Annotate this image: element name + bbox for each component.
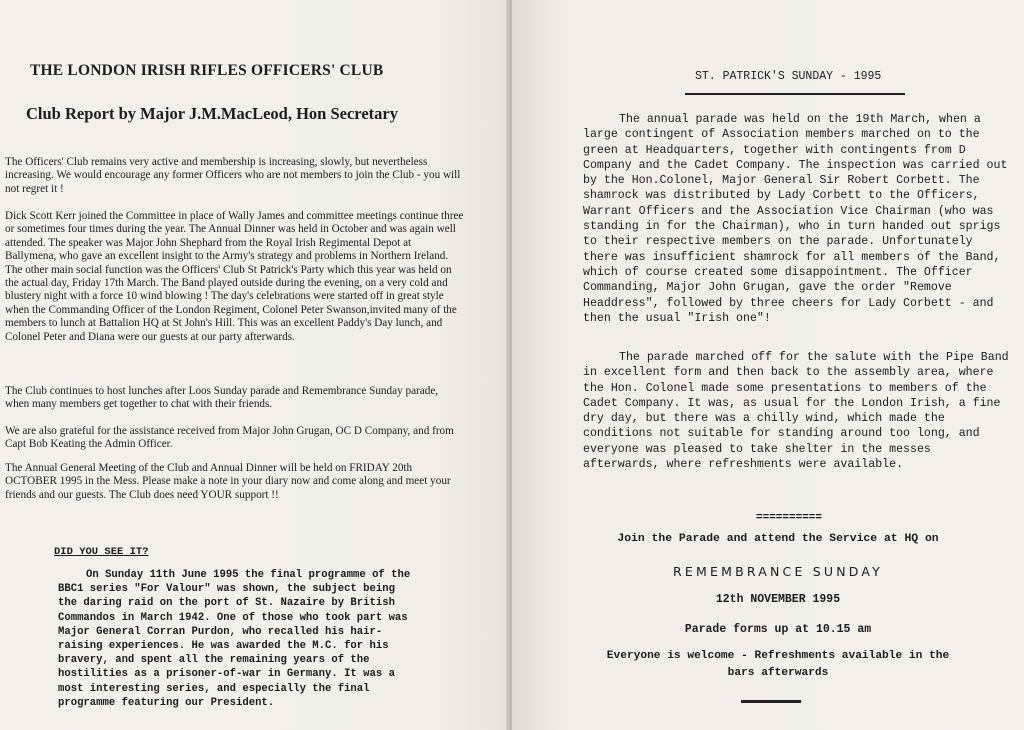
club-title: THE LONDON IRISH RIFLES OFFICERS' CLUB <box>30 62 384 79</box>
club-paragraph: Dick Scott Kerr joined the Committee in place of Wally James and committee meetings continue three or sometimes four times during the year. The Annual Dinner was held in October and was again well attended. The speaker was Major John Shephard from the Royal Irish Regimental Depot at Ballymena, who gave an excellent insight to the Army's strategy and problems in Northern Ireland. The other main social function was the Officers' Club St Patrick's Party which this year was held on the actual day, Friday 17th March. The Band played outside during the evening, on a very cold and blustery night with a force 10 wind blowing ! The day's celebrations were started off in great style when the Commanding Officer of the London Regiment, Colonel Peter Swanson,invited many of the members to lunch at Battalion HQ at St John's Hill. This was an excellent Paddy's Day lunch, and Colonel Peter and Diana were our guests at our party afterwards. <box>5 210 464 343</box>
parade-time: Parade forms up at 10.15 am <box>684 623 872 636</box>
right-page <box>512 0 1024 730</box>
parade-paragraph: The annual parade was held on the 19th March, when a large contingent of Association members marched on to the green at Headquarters, together with contingents from D Company and the Cadet Company. The inspection was carried out by the Hon.Colonel, Major General Sir Robert Corbett. The shamrock was distributed by Lady Corbett to the Officers, Warrant Officers and the Association Vice Chairman (who was standing in for the Chairman), who in turn handed out sprigs to their respective members on the parade. Unfortunately there was insufficient shamrock for all members of the Band, which of course created some disappointment. The Officer Commanding, Major John Grugan, gave the order "Remove Headdress", followed by three cheers for Lady Corbett - and then the usual "Irish one"! <box>583 113 1008 325</box>
remembrance-sunday-title: REMEMBRANCE SUNDAY <box>673 564 883 579</box>
heading-underline <box>685 93 905 95</box>
bottom-rule <box>741 700 801 703</box>
st-patricks-heading: ST. PATRICK'S SUNDAY - 1995 <box>695 70 882 83</box>
club-paragraph: We are also grateful for the assistance received from Major John Grugan, OC D Company, and from Capt Bob Keating the Admin Officer. <box>5 425 454 451</box>
report-title: Club Report by Major J.M.MacLeod, Hon Secretary <box>26 104 398 123</box>
separator: ========== <box>756 512 823 524</box>
club-paragraph: The Annual General Meeting of the Club and Annual Dinner will be held on FRIDAY 20th OCTOBER 1995 in the Mess. Please make a note in your diary now and come along and meet your friends and our guests. The Club does need YOUR support !! <box>5 462 451 501</box>
club-paragraph: The Club continues to host lunches after Loos Sunday parade and Remembrance Sunday parade, when many members get together to chat with their friends. <box>5 385 439 411</box>
event-date: 12th NOVEMBER 1995 <box>715 593 841 606</box>
parade-paragraph: The parade marched off for the salute with the Pipe Band in excellent form and then back to the assembly area, where the Hon. Colonel made some presentations to members of the Cadet Company. It was, as usual for the London Irish, a fine dry day, but there was a chilly wind, which made the conditions not suitable for standing around too long, and everyone was pleased to take shelter in the messes afterwards, where refreshments were available. <box>583 351 1009 472</box>
did-you-see-body: On Sunday 11th June 1995 the final programme of the BBC1 series "For Valour" was shown, the subject being the daring raid on the port of St. Nazaire by British Commandos in March 1942. One of those who took part was Major General Corran Purdon, who recalled his hair-raising experiences. He was awarded the M.C. for his bravery, and spent all the remaining years of the hostilities as a prisoner-of-war in Germany. It was a most interesting series, and especially the final programme featuring our President. <box>58 569 411 709</box>
join-parade-line: Join the Parade and attend the Service at HQ on <box>617 533 939 545</box>
did-you-see-heading: DID YOU SEE IT? <box>54 546 149 558</box>
club-paragraph: The Officers' Club remains very active and membership is increasing, slowly, but nevertheless increasing. We would encourage any former Officers who are not members to join the Club - you will not regret it ! <box>5 156 461 195</box>
refreshments-line: Everyone is welcome - Refreshments available in the bars afterwards <box>606 650 950 679</box>
